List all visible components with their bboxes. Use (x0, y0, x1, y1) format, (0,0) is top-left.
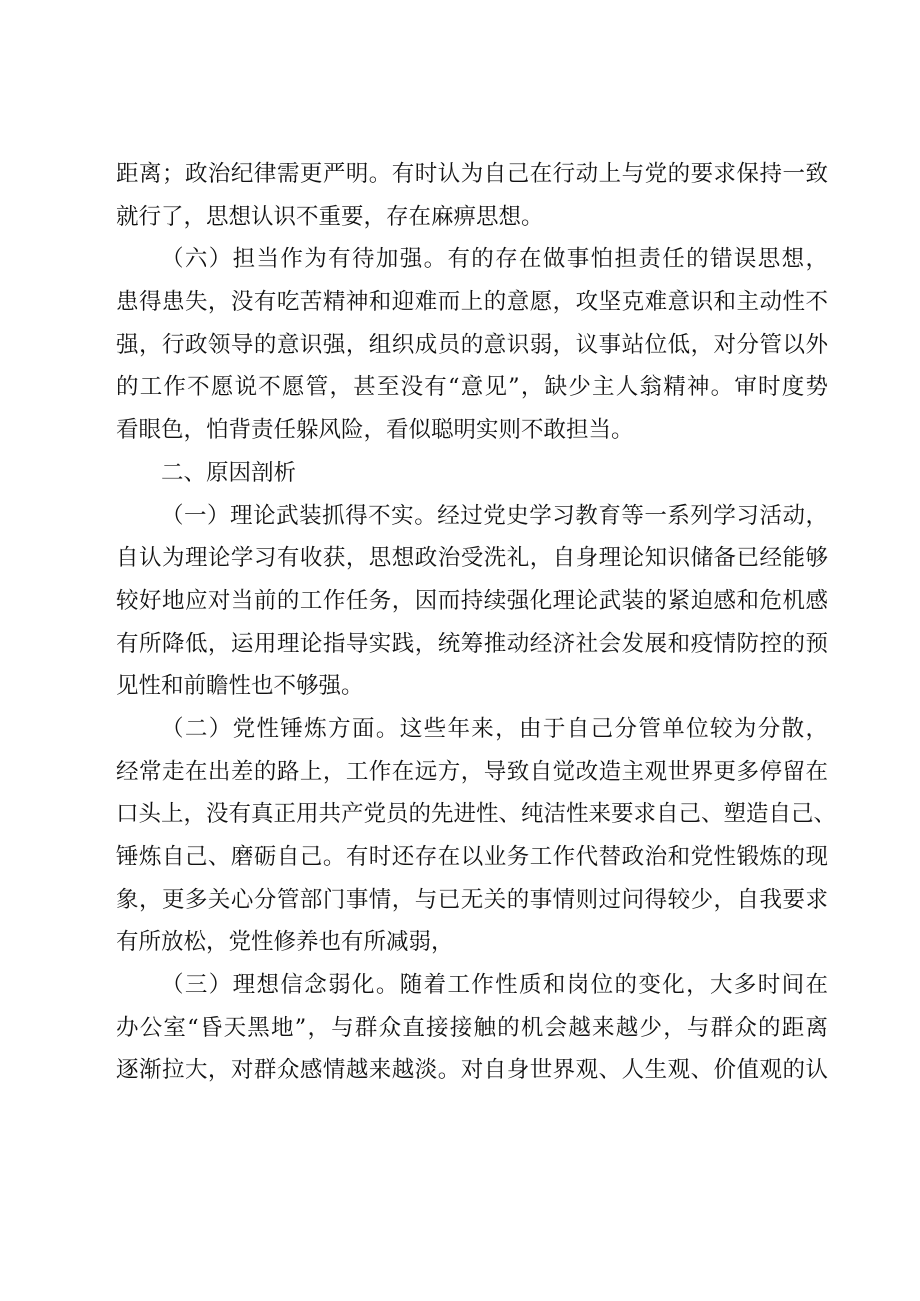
paragraph-line: 象，更多关心分管部门事情，与已无关的事情则过问得较少，自我要求 (116, 886, 828, 913)
document-body (116, 153, 837, 1092)
section-heading-line: （三）理想信念弱化。随着工作性质和岗位的变化，大多时间在 (161, 972, 828, 999)
paragraph-line: 有所放松，党性修养也有所减弱， (116, 929, 454, 956)
paragraph-line: 较好地应对当前的工作任务，因而持续强化理论武装的紧迫感和危机感 (116, 587, 828, 614)
paragraph-line: 患得患失，没有吃苦精神和迎难而上的意愿，攻坚克难意识和主动性不 (116, 289, 828, 316)
paragraph-line: 看眼色，怕背责任躲风险，看似聪明实则不敢担当。 (116, 417, 634, 444)
paragraph-line: 见性和前瞻性也不够强。 (116, 673, 364, 700)
paragraph-line: 距离；政治纪律需更严明。有时认为自己在行动上与党的要求保持一致 (116, 161, 828, 187)
paragraph-line: 口头上，没有真正用共产党员的先进性、纯洁性来要求自己、塑造自己、 (116, 801, 837, 828)
section-heading-line: （二）党性锤炼方面。这些年来，由于自己分管单位较为分散， (161, 715, 828, 742)
chapter-heading: 二、原因剖析 (161, 459, 297, 486)
paragraph-line: 有所降低，运用理论指导实践，统筹推动经济社会发展和疫情防控的预 (116, 630, 828, 657)
paragraph-line: 办公室“昏天黑地”，与群众直接接触的机会越来越少，与群众的距离 (116, 1014, 828, 1041)
section-heading-line: （六）担当作为有待加强。有的存在做事怕担责任的错误思想， (161, 246, 828, 273)
section-heading-line: （一）理论武装抓得不实。经过党史学习教育等一系列学习活动， (161, 502, 828, 529)
paragraph-line: 自认为理论学习有收获，思想政治受洗礼，自身理论知识储备已经能够 (116, 545, 828, 572)
paragraph-line: 逐渐拉大，对群众感情越来越淡。对自身世界观、人生观、价值观的认 (116, 1057, 828, 1084)
paragraph-line: 锤炼自己、磨砺自己。有时还存在以业务工作代替政治和党性锻炼的现 (116, 844, 828, 870)
paragraph-line: 就行了，思想认识不重要，存在麻痹思想。 (116, 203, 544, 230)
paragraph-line: 强，行政领导的意识强，组织成员的意识弱，议事站位低，对分管以外 (116, 331, 828, 358)
paragraph-line: 经常走在出差的路上，工作在远方，导致自觉改造主观世界更多停留在 (116, 758, 828, 785)
paragraph-line: 的工作不愿说不愿管，甚至没有“意见”，缺少主人翁精神。审时度势 (116, 374, 828, 401)
